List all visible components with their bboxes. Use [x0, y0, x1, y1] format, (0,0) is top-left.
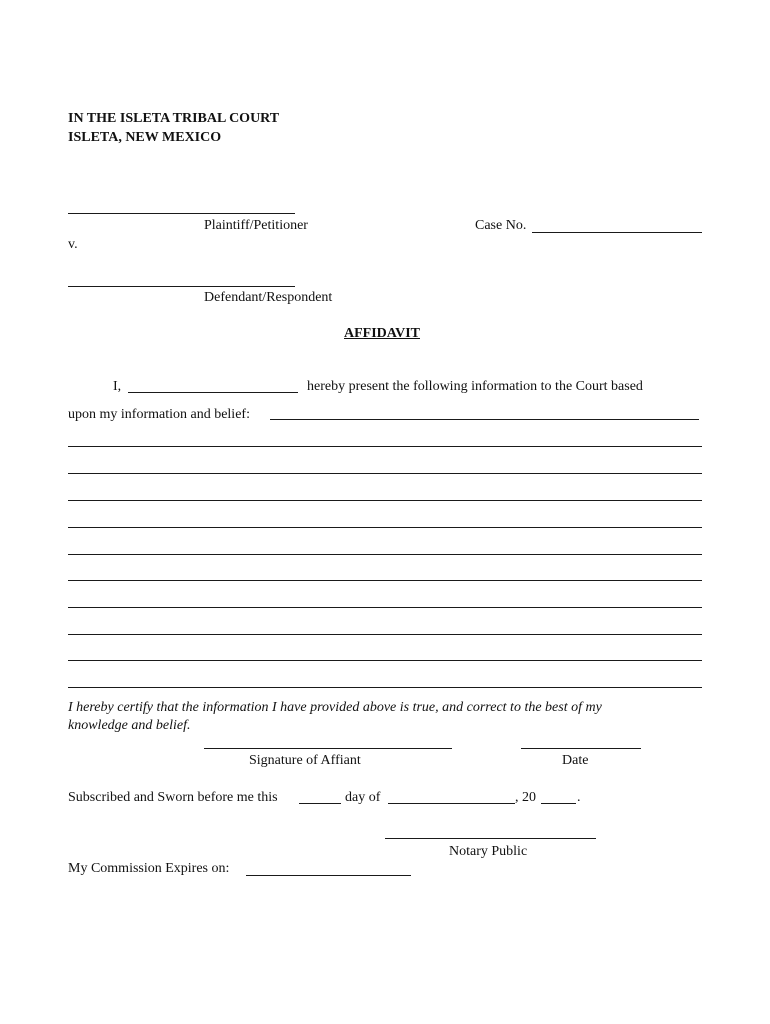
information-line-8[interactable] — [68, 634, 702, 635]
information-line-0[interactable] — [270, 419, 699, 420]
case-no-field[interactable] — [532, 232, 702, 233]
intro-suffix: hereby present the following information to the Court based — [307, 379, 643, 394]
sworn-day-field[interactable] — [299, 803, 341, 804]
notary-label: Notary Public — [449, 844, 528, 859]
information-line-3[interactable] — [68, 500, 702, 501]
information-line-4[interactable] — [68, 527, 702, 528]
sworn-end: . — [577, 790, 581, 805]
sworn-month-field[interactable] — [388, 803, 515, 804]
sworn-year-field[interactable] — [541, 803, 576, 804]
commission-label: My Commission Expires on: — [68, 861, 230, 876]
plaintiff-name-field[interactable] — [68, 213, 295, 214]
signature-date-field[interactable] — [521, 748, 641, 749]
intro-line2: upon my information and belief: — [68, 407, 250, 422]
case-no-label: Case No. — [475, 218, 527, 233]
information-line-2[interactable] — [68, 473, 702, 474]
commission-expiry-field[interactable] — [246, 875, 411, 876]
document-title: AFFIDAVIT — [344, 326, 420, 341]
sworn-prefix: Subscribed and Sworn before me this — [68, 790, 278, 805]
information-line-1[interactable] — [68, 446, 702, 447]
information-line-9[interactable] — [68, 660, 702, 661]
signature-date-label: Date — [562, 753, 589, 768]
certification-line2: knowledge and belief. — [68, 718, 191, 733]
information-line-6[interactable] — [68, 580, 702, 581]
affiant-name-field[interactable] — [128, 392, 298, 393]
court-name: IN THE ISLETA TRIBAL COURT — [68, 111, 280, 126]
notary-signature-field[interactable] — [385, 838, 596, 839]
defendant-name-field[interactable] — [68, 286, 295, 287]
affiant-signature-field[interactable] — [204, 748, 452, 749]
information-line-10[interactable] — [68, 687, 702, 688]
versus-text: v. — [68, 237, 78, 252]
affiant-signature-label: Signature of Affiant — [249, 753, 361, 768]
sworn-day-label: day of — [345, 790, 381, 805]
plaintiff-label: Plaintiff/Petitioner — [204, 218, 308, 233]
intro-prefix: I, — [113, 379, 122, 394]
court-location: ISLETA, NEW MEXICO — [68, 130, 222, 145]
defendant-label: Defendant/Respondent — [204, 290, 333, 305]
information-line-5[interactable] — [68, 554, 702, 555]
information-line-7[interactable] — [68, 607, 702, 608]
certification-line1: I hereby certify that the information I have provided above is true, and correct to the best of my — [68, 700, 602, 715]
sworn-year-label: , 20 — [515, 790, 536, 805]
